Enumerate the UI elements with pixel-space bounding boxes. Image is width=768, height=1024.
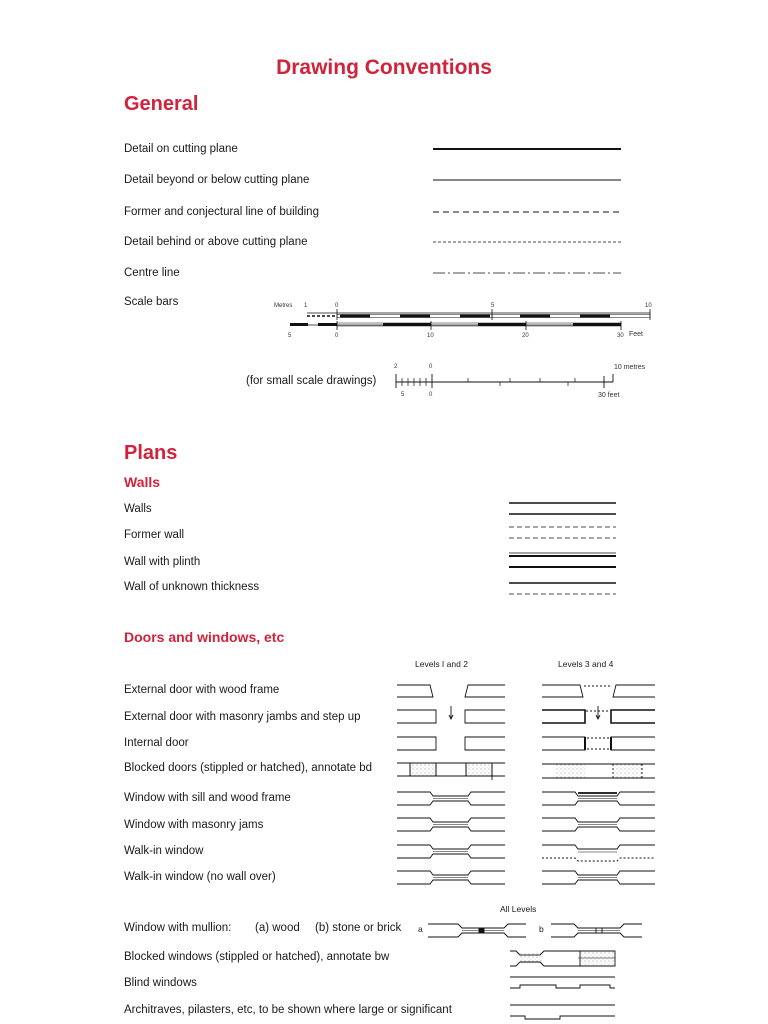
label-walls: Walls — [124, 503, 152, 515]
label-walk-in-window: Walk-in window — [124, 845, 204, 857]
column-levels-1-2: Levels I and 2 — [415, 659, 468, 669]
label-walk-in-no-wall: Walk-in window (no wall over) — [124, 871, 276, 883]
label-detail-beyond: Detail beyond or below cutting plane — [124, 174, 310, 186]
small-scale-metres-label: 10 metres — [614, 364, 646, 371]
label-architraves: Architraves, pilasters, etc, to be shown where large or significant — [124, 1004, 452, 1016]
label-ext-door-wood: External door with wood frame — [124, 684, 280, 696]
subheading-walls: Walls — [124, 474, 161, 490]
label-mullion-wood: (a) wood — [255, 922, 300, 934]
scale-metres-label: Metres — [274, 303, 293, 309]
label-blocked-doors: Blocked doors (stippled or hatched), annotate bd — [124, 762, 373, 774]
column-levels-3-4: Levels 3 and 4 — [558, 659, 614, 669]
label-scale-bars: Scale bars — [124, 296, 179, 308]
label-detail-on-cutting-plane: Detail on cutting plane — [124, 143, 238, 155]
subheading-doors-windows: Doors and windows, etc — [124, 629, 285, 645]
scale-feet-tick: 20 — [522, 333, 529, 339]
section-heading-general: General — [124, 93, 199, 115]
label-former-wall: Former wall — [124, 529, 185, 541]
scale-metre-tick: 10 — [645, 303, 652, 309]
scale-feet-tick: 0 — [335, 333, 339, 339]
label-ext-door-masonry: External door with masonry jambs and step up — [124, 711, 361, 723]
label-internal-door: Internal door — [124, 737, 189, 749]
label-centre-line: Centre line — [124, 267, 180, 279]
label-wall-unknown: Wall of unknown thickness — [124, 581, 260, 593]
small-scale-feet-label: 30 feet — [598, 392, 620, 399]
scale-feet-tick: 30 — [617, 333, 624, 339]
small-scale-metre-tick: 0 — [429, 364, 433, 370]
label-wall-with-plinth: Wall with plinth — [124, 556, 201, 568]
scale-metre-tick: 5 — [491, 303, 495, 309]
label-window-mullion: Window with mullion: — [124, 922, 232, 934]
label-mullion-stone: (b) stone or brick — [315, 922, 402, 934]
label-detail-behind: Detail behind or above cutting plane — [124, 236, 308, 248]
all-levels-label: All Levels — [500, 904, 537, 914]
mullion-tag-a: a — [418, 924, 423, 934]
page-title: Drawing Conventions — [276, 56, 492, 79]
small-scale-metre-tick: 2 — [394, 364, 398, 370]
small-scale-feet-tick: 5 — [401, 392, 405, 398]
small-scale-caption: (for small scale drawings) — [246, 375, 377, 387]
scale-metre-tick: 1 — [304, 303, 308, 309]
scale-feet-tick: 5 — [288, 333, 292, 339]
label-window-masonry: Window with masonry jams — [124, 819, 264, 831]
small-scale-feet-tick: 0 — [429, 392, 433, 398]
label-blocked-windows: Blocked windows (stippled or hatched), annotate bw — [124, 951, 390, 963]
label-window-sill: Window with sill and wood frame — [124, 792, 291, 804]
label-former-conjectural: Former and conjectural line of building — [124, 206, 319, 218]
label-blind-windows: Blind windows — [124, 977, 197, 989]
mullion-tag-b: b — [539, 924, 544, 934]
scale-metre-tick: 0 — [335, 303, 339, 309]
scale-feet-label: Feet — [629, 331, 644, 338]
section-heading-plans: Plans — [124, 442, 178, 464]
scale-feet-tick: 10 — [427, 333, 434, 339]
